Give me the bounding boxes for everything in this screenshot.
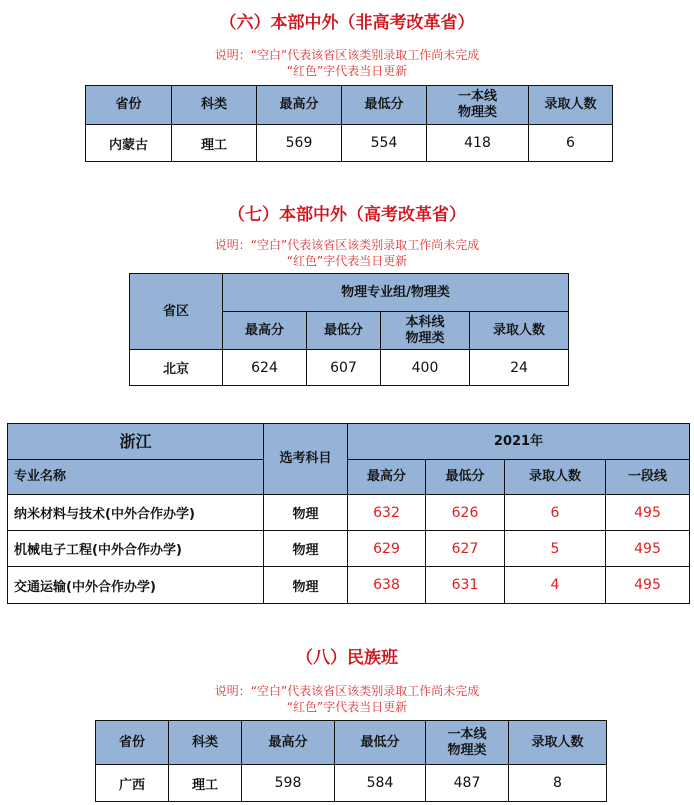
header-max: 最高分 [223,312,307,350]
cell-max: 624 [223,350,307,386]
table-header-row [86,86,613,125]
table-subheader-row [8,460,690,495]
note-line-2: “红色”字代表当日更新 [286,254,408,268]
header-province: 省份 [96,721,169,765]
cell-count: 5 [505,531,606,567]
header-line-2: 物理类 [447,742,487,758]
header-min: 最低分 [307,312,381,350]
note-line-1: 说明：“空白”代表该省区该类别录取工作尚未完成 [214,48,480,62]
table-row [8,531,690,567]
header-min: 最低分 [335,721,426,765]
header-region: 省区 [130,274,223,350]
cell-min: 626 [426,495,505,531]
header-max: 最高分 [257,86,342,125]
section-6-note [0,47,694,79]
table-section-8 [95,720,607,802]
header-province: 浙江 [8,424,264,460]
table-zhejiang [7,423,690,604]
cell-line: 418 [427,125,529,162]
cell-min: 607 [307,350,381,386]
cell-category: 理工 [169,765,242,802]
header-line [427,86,529,125]
table-header-row [8,424,690,460]
cell-min: 554 [342,125,427,162]
header-max: 最高分 [242,721,335,765]
table-section-6 [85,85,613,162]
header-max: 最高分 [348,460,426,495]
header-line [381,312,470,350]
cell-subject: 物理 [264,531,348,567]
cell-max: 598 [242,765,335,802]
header-line-2: 物理类 [457,105,497,120]
header-province: 省份 [86,86,172,125]
cell-min: 584 [335,765,426,802]
header-count: 录取人数 [470,312,569,350]
header-group: 物理专业组/物理类 [223,274,569,312]
table-row [130,350,569,386]
header-line-2: 物理类 [405,330,445,346]
cell-line: 487 [426,765,509,802]
cell-count: 8 [509,765,607,802]
table-row [8,567,690,604]
cell-count: 24 [470,350,569,386]
table-row [86,125,613,162]
section-8-title: （八）民族班 [296,648,398,668]
section-7-note [0,237,694,269]
section-8-note [0,683,694,715]
section-6-title: （六）本部中外（非高考改革省） [219,13,475,33]
header-count: 录取人数 [505,460,606,495]
cell-count: 6 [529,125,613,162]
cell-max: 638 [348,567,426,604]
cell-line: 495 [606,495,690,531]
cell-count: 6 [505,495,606,531]
table-header-row [96,721,607,765]
header-min: 最低分 [426,460,505,495]
cell-min: 631 [426,567,505,604]
header-line-1: 一本线 [457,89,497,104]
cell-count: 4 [505,567,606,604]
cell-category: 理工 [172,125,257,162]
header-count: 录取人数 [509,721,607,765]
cell-line: 400 [381,350,470,386]
table-header-row [130,274,569,312]
cell-province: 广西 [96,765,169,802]
header-line: 一段线 [606,460,690,495]
header-min: 最低分 [342,86,427,125]
header-category: 科类 [169,721,242,765]
table-row [8,495,690,531]
cell-max: 632 [348,495,426,531]
cell-max: 569 [257,125,342,162]
cell-province: 北京 [130,350,223,386]
cell-subject: 物理 [264,567,348,604]
header-line [426,721,509,765]
header-major: 专业名称 [8,460,264,495]
cell-major: 纳米材料与技术(中外合作办学) [8,495,264,531]
section-7-title: （七）本部中外（高考改革省） [228,205,466,225]
table-row [96,765,607,802]
cell-min: 627 [426,531,505,567]
note-line-2: “红色”字代表当日更新 [286,64,408,78]
note-line-2: “红色”字代表当日更新 [286,700,408,714]
header-count: 录取人数 [529,86,613,125]
cell-subject: 物理 [264,495,348,531]
cell-max: 629 [348,531,426,567]
cell-line: 495 [606,567,690,604]
header-line-1: 一本线 [447,726,487,742]
cell-province: 内蒙古 [86,125,172,162]
header-line-1: 本科线 [405,314,445,330]
header-year: 2021年 [348,424,690,460]
header-subject: 选考科目 [264,424,348,495]
note-line-1: 说明：“空白”代表该省区该类别录取工作尚未完成 [214,684,480,698]
cell-line: 495 [606,531,690,567]
table-section-7 [129,273,569,386]
cell-major: 机械电子工程(中外合作办学) [8,531,264,567]
header-category: 科类 [172,86,257,125]
cell-major: 交通运输(中外合作办学) [8,567,264,604]
note-line-1: 说明：“空白”代表该省区该类别录取工作尚未完成 [214,238,480,252]
